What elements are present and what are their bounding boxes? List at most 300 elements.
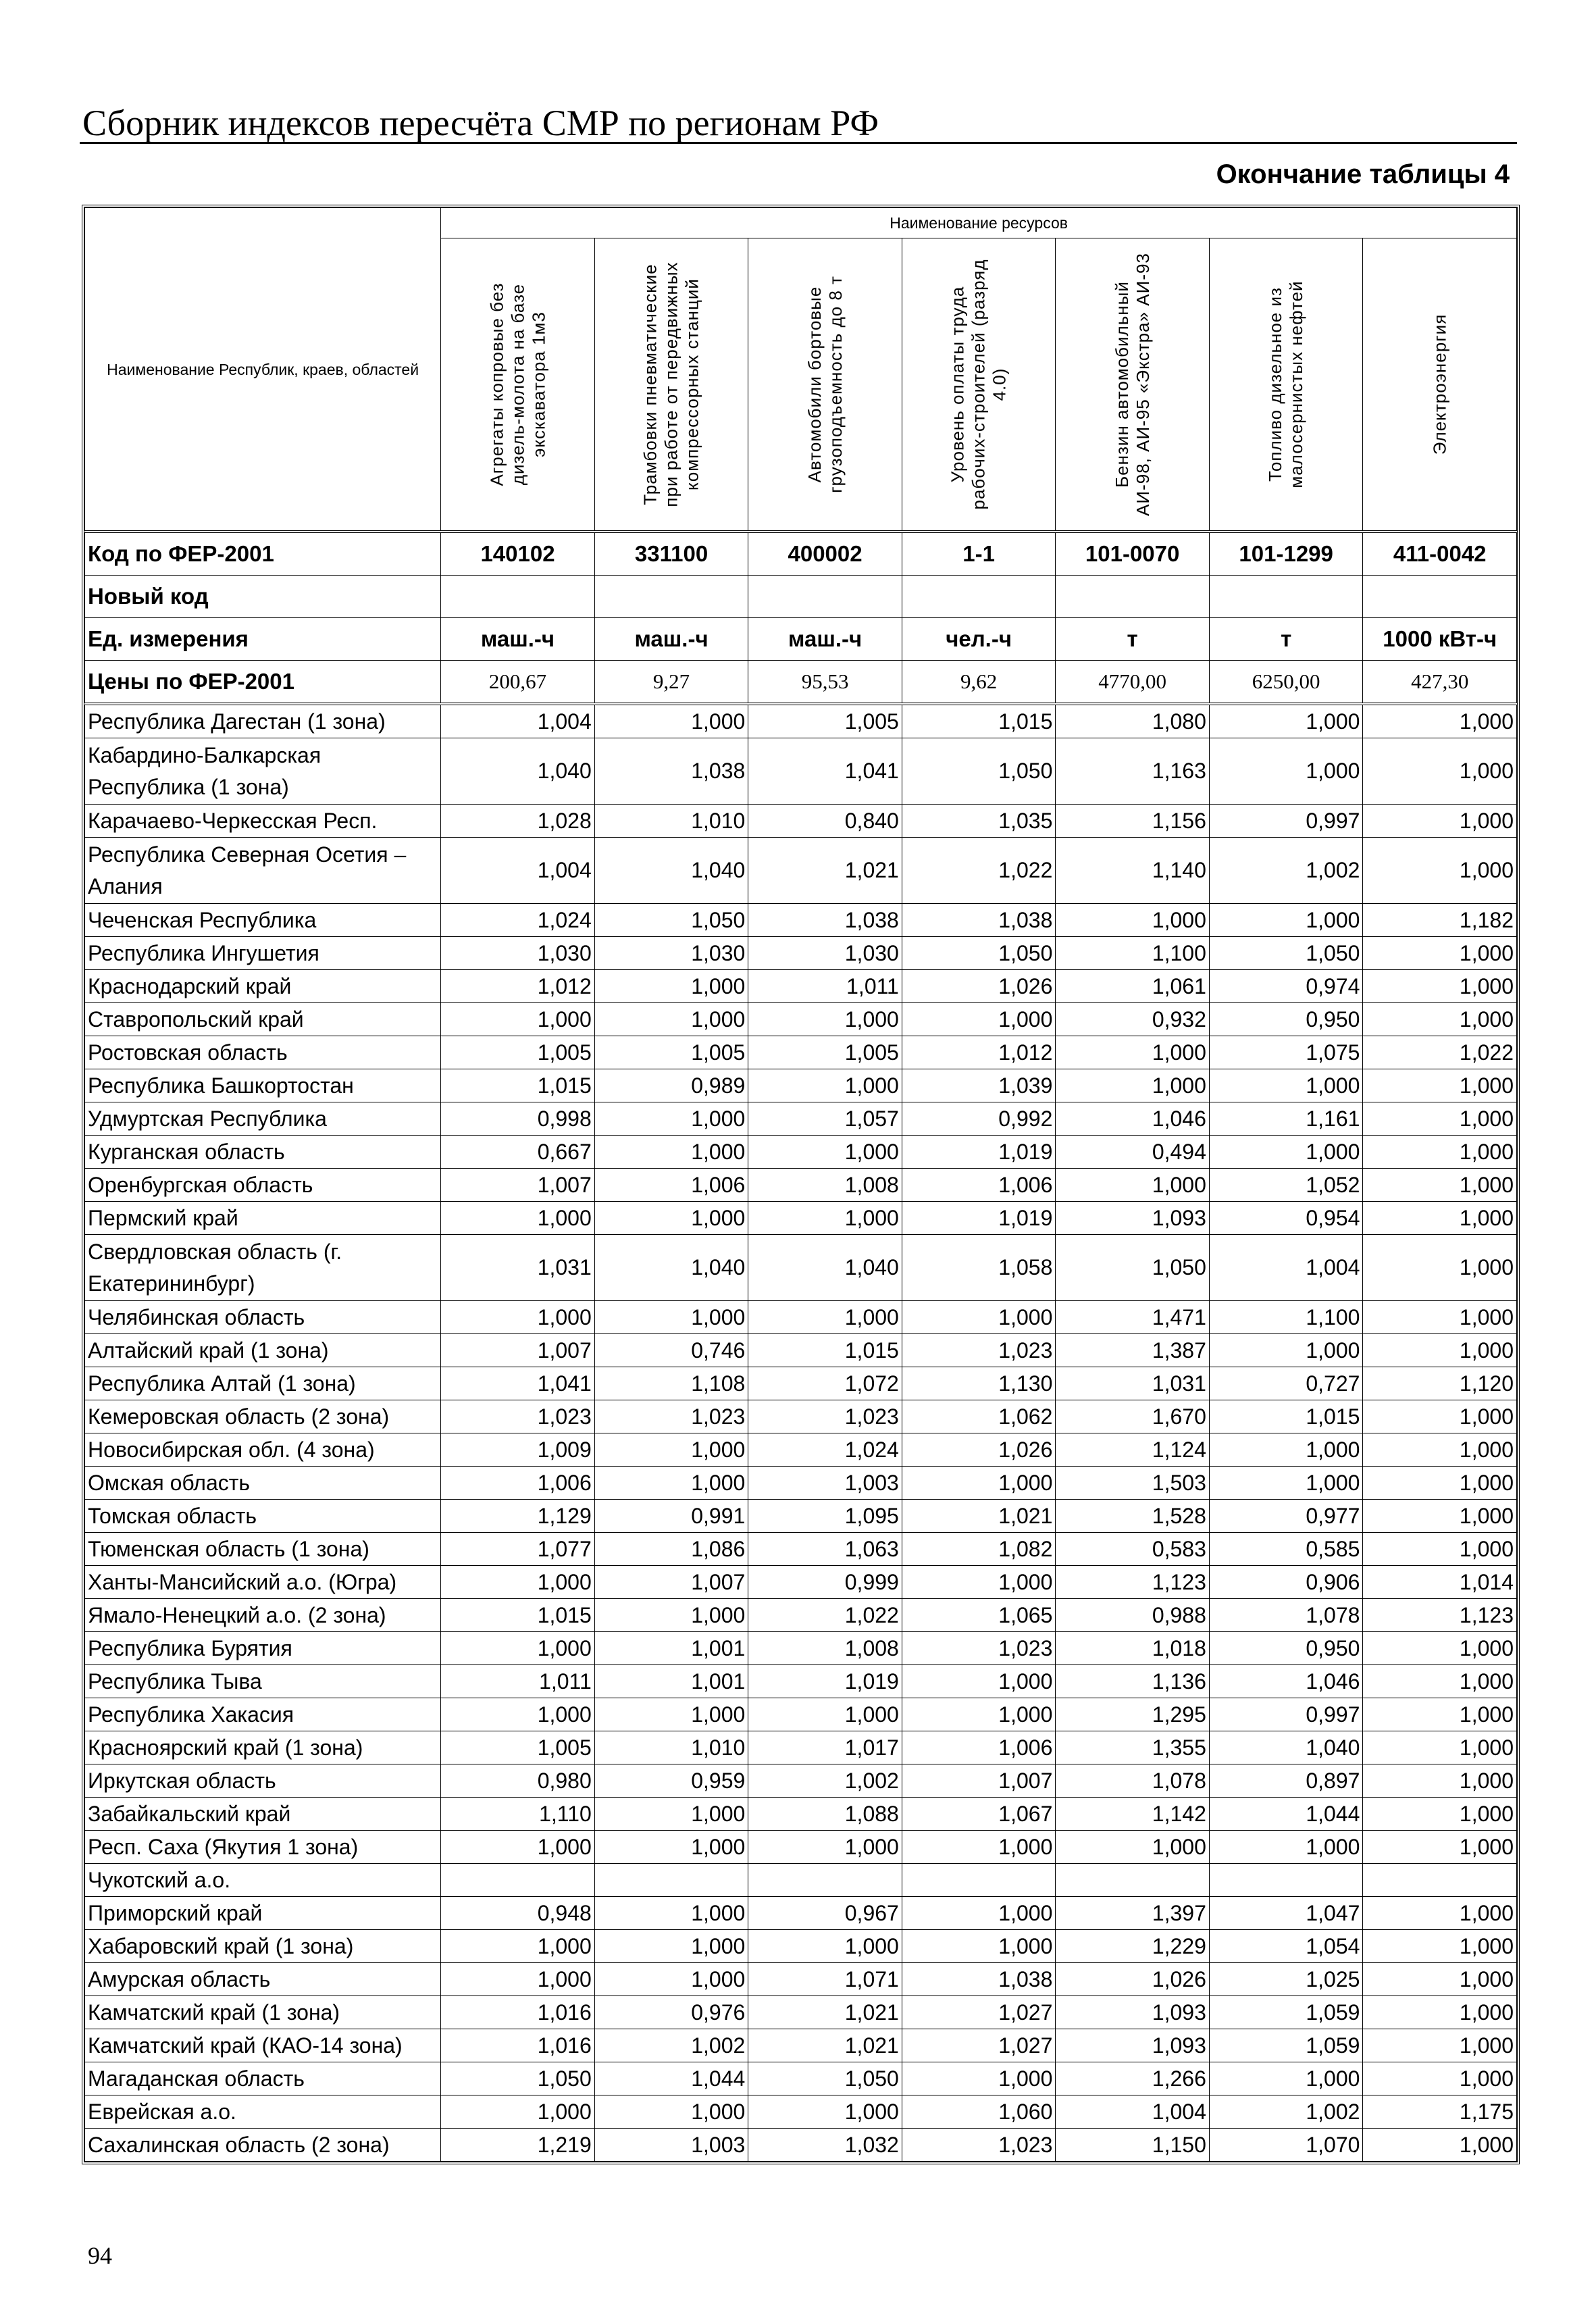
index-value: 1,005 [748, 704, 902, 738]
index-value: 1,054 [1209, 1930, 1363, 1963]
index-value: 1,000 [594, 1102, 748, 1136]
region-name: Республика Тыва [85, 1665, 441, 1698]
index-value: 0,997 [1209, 1698, 1363, 1731]
index-value: 0,667 [441, 1136, 595, 1169]
resource-header-label: Топливо дизельное из малосернистых нефтей [1265, 280, 1307, 488]
index-value: 0,998 [441, 1102, 595, 1136]
index-value: 1,015 [902, 704, 1056, 738]
index-value: 1,000 [594, 1003, 748, 1036]
index-value: 1,000 [748, 1069, 902, 1102]
resources-group-header: Наименование ресурсов [441, 208, 1517, 238]
index-value: 0,954 [1209, 1202, 1363, 1235]
index-value: 1,024 [748, 1433, 902, 1467]
index-value: 1,080 [1056, 704, 1210, 738]
index-value: 1,003 [748, 1467, 902, 1500]
index-value: 1,023 [748, 1400, 902, 1433]
index-value: 1,100 [1209, 1301, 1363, 1334]
index-value: 1,123 [1363, 1599, 1517, 1632]
index-value: 0,967 [748, 1897, 902, 1930]
index-value: 0,974 [1209, 970, 1363, 1003]
index-value: 1,000 [441, 2095, 595, 2129]
index-value: 1,088 [748, 1798, 902, 1831]
resource-header-label: Уровень оплаты труда рабочих-строителей (разряд 4.0) [947, 259, 1010, 510]
table-row [85, 1301, 1517, 1334]
index-value: 1,000 [748, 1301, 902, 1334]
table-caption: Окончание таблицы 4 [1216, 159, 1510, 189]
index-value: 0,997 [1209, 805, 1363, 838]
index-value: 1,030 [594, 937, 748, 970]
table-row [85, 1500, 1517, 1533]
page-number: 94 [88, 2242, 112, 2269]
index-value: 1,000 [902, 1003, 1056, 1036]
index-value: 1,027 [902, 1996, 1056, 2029]
table-row [85, 1930, 1517, 1963]
index-value [902, 1864, 1056, 1897]
index-value: 1,021 [902, 1500, 1056, 1533]
index-value: 1,000 [1363, 1963, 1517, 1996]
resource-header-7 [1363, 238, 1517, 532]
index-value: 1,063 [748, 1533, 902, 1566]
index-value: 0,976 [594, 1996, 748, 2029]
region-name: Оренбургская область [85, 1169, 441, 1202]
new-code-cell [594, 576, 748, 618]
table-row [85, 805, 1517, 838]
index-value: 0,980 [441, 1764, 595, 1798]
region-name: Челябинская область [85, 1301, 441, 1334]
table-row [85, 1202, 1517, 1235]
index-value: 1,000 [902, 1566, 1056, 1599]
index-value: 1,011 [748, 970, 902, 1003]
index-value: 1,009 [441, 1433, 595, 1467]
index-value: 1,000 [748, 1136, 902, 1169]
row-label: Ед. измерения [85, 618, 441, 661]
index-value: 1,000 [748, 1003, 902, 1036]
index-value: 1,031 [441, 1235, 595, 1301]
index-value: 1,000 [594, 1698, 748, 1731]
index-value: 1,078 [1056, 1764, 1210, 1798]
index-value: 1,000 [1209, 904, 1363, 937]
code-cell: 101-0070 [1056, 532, 1210, 576]
index-value: 0,897 [1209, 1764, 1363, 1798]
index-value: 1,044 [594, 2062, 748, 2095]
table-row [85, 2062, 1517, 2095]
fer-code-row [85, 532, 1517, 576]
table-row [85, 1632, 1517, 1665]
region-name: Респ. Саха (Якутия 1 зона) [85, 1831, 441, 1864]
index-value [1363, 1864, 1517, 1897]
index-value: 1,000 [441, 1301, 595, 1334]
table-row [85, 1599, 1517, 1632]
index-value: 0,977 [1209, 1500, 1363, 1533]
index-value: 1,004 [1209, 1235, 1363, 1301]
index-value: 1,086 [594, 1533, 748, 1566]
index-value: 1,071 [748, 1963, 902, 1996]
index-value: 1,038 [748, 904, 902, 937]
resource-header-4 [902, 238, 1056, 532]
unit-cell: т [1056, 618, 1210, 661]
region-name: Кабардино-Балкарская Республика (1 зона) [85, 738, 441, 805]
table-row [85, 1764, 1517, 1798]
index-value: 1,093 [1056, 1202, 1210, 1235]
index-value: 1,046 [1056, 1102, 1210, 1136]
index-value: 0,727 [1209, 1367, 1363, 1400]
index-value: 0,991 [594, 1500, 748, 1533]
index-value: 1,000 [594, 1798, 748, 1831]
price-cell: 200,67 [441, 661, 595, 705]
index-value: 1,015 [441, 1069, 595, 1102]
index-value: 1,015 [748, 1334, 902, 1367]
index-value: 1,110 [441, 1798, 595, 1831]
index-value: 1,026 [902, 1433, 1056, 1467]
index-value: 1,000 [1056, 904, 1210, 937]
index-value: 1,060 [902, 2095, 1056, 2129]
index-value: 1,041 [441, 1367, 595, 1400]
index-value: 1,010 [594, 1731, 748, 1764]
index-value: 1,011 [441, 1665, 595, 1698]
table-row [85, 1102, 1517, 1136]
index-value: 1,000 [1363, 1731, 1517, 1764]
index-value: 1,026 [1056, 1963, 1210, 1996]
index-value: 1,000 [1056, 1069, 1210, 1102]
region-name: Иркутская область [85, 1764, 441, 1798]
region-name: Магаданская область [85, 2062, 441, 2095]
running-title: Сборник индексов пересчёта СМР по регионам РФ [82, 103, 879, 143]
index-value: 1,000 [1363, 1930, 1517, 1963]
index-value: 1,004 [441, 838, 595, 904]
new-code-cell [1056, 576, 1210, 618]
index-value: 1,012 [902, 1036, 1056, 1069]
region-name: Омская область [85, 1467, 441, 1500]
index-value: 1,070 [1209, 2129, 1363, 2162]
index-value: 1,003 [594, 2129, 748, 2162]
resource-header-label: Агрегаты копровые без дизель-молота на базе экскаватора 1м3 [486, 282, 548, 486]
region-name: Республика Дагестан (1 зона) [85, 704, 441, 738]
index-value: 1,061 [1056, 970, 1210, 1003]
price-cell: 9,62 [902, 661, 1056, 705]
index-value: 1,040 [594, 1235, 748, 1301]
table-row [85, 738, 1517, 805]
index-value: 1,000 [748, 1698, 902, 1731]
index-value: 1,000 [441, 1963, 595, 1996]
index-value: 1,008 [748, 1169, 902, 1202]
index-value: 1,219 [441, 2129, 595, 2162]
index-value: 1,058 [902, 1235, 1056, 1301]
code-cell: 140102 [441, 532, 595, 576]
index-value: 0,999 [748, 1566, 902, 1599]
index-value: 1,000 [748, 2095, 902, 2129]
index-value: 1,000 [1363, 1831, 1517, 1864]
code-cell: 331100 [594, 532, 748, 576]
index-value: 1,038 [902, 904, 1056, 937]
index-value: 1,031 [1056, 1367, 1210, 1400]
unit-cell: маш.-ч [748, 618, 902, 661]
region-name: Сахалинская область (2 зона) [85, 2129, 441, 2162]
region-name: Чеченская Республика [85, 904, 441, 937]
index-table-frame [82, 205, 1520, 2164]
resource-header-2 [594, 238, 748, 532]
index-value: 0,950 [1209, 1003, 1363, 1036]
region-name: Ханты-Мансийский а.о. (Югра) [85, 1566, 441, 1599]
index-value: 0,992 [902, 1102, 1056, 1136]
index-value: 1,050 [594, 904, 748, 937]
index-value: 1,038 [902, 1963, 1056, 1996]
index-value: 1,000 [1209, 1136, 1363, 1169]
unit-cell: 1000 кВт-ч [1363, 618, 1517, 661]
index-value: 1,005 [748, 1036, 902, 1069]
index-value: 1,129 [441, 1500, 595, 1533]
index-value [1209, 1864, 1363, 1897]
index-value: 1,022 [748, 1599, 902, 1632]
region-name: Тюменская область (1 зона) [85, 1533, 441, 1566]
table-row [85, 1069, 1517, 1102]
index-value: 1,000 [1363, 2062, 1517, 2095]
row-label: Код по ФЕР-2001 [85, 532, 441, 576]
index-value: 1,000 [1363, 2129, 1517, 2162]
region-name: Ямало-Ненецкий а.о. (2 зона) [85, 1599, 441, 1632]
table-row [85, 1831, 1517, 1864]
index-value: 1,018 [1056, 1632, 1210, 1665]
table-row [85, 1996, 1517, 2029]
index-value: 1,022 [1363, 1036, 1517, 1069]
index-value: 0,583 [1056, 1533, 1210, 1566]
index-value: 1,000 [1363, 1400, 1517, 1433]
index-value: 1,002 [1209, 2095, 1363, 2129]
region-name: Кемеровская область (2 зона) [85, 1400, 441, 1433]
unit-row [85, 618, 1517, 661]
index-value: 1,004 [1056, 2095, 1210, 2129]
index-value: 1,052 [1209, 1169, 1363, 1202]
index-value: 0,585 [1209, 1533, 1363, 1566]
index-value: 1,093 [1056, 1996, 1210, 2029]
index-value: 1,163 [1056, 738, 1210, 805]
index-value: 1,387 [1056, 1334, 1210, 1367]
index-value: 1,000 [594, 2095, 748, 2129]
table-row [85, 1400, 1517, 1433]
index-value: 1,670 [1056, 1400, 1210, 1433]
code-cell: 101-1299 [1209, 532, 1363, 576]
table-row [85, 1169, 1517, 1202]
index-value: 1,007 [441, 1334, 595, 1367]
region-name: Томская область [85, 1500, 441, 1533]
price-cell: 95,53 [748, 661, 902, 705]
index-value: 1,000 [1363, 1069, 1517, 1102]
index-value: 1,019 [902, 1136, 1056, 1169]
index-value: 1,062 [902, 1400, 1056, 1433]
index-value: 1,150 [1056, 2129, 1210, 2162]
index-value: 1,000 [441, 1831, 595, 1864]
index-value: 1,019 [902, 1202, 1056, 1235]
index-value: 1,000 [1056, 1169, 1210, 1202]
index-value: 1,028 [441, 805, 595, 838]
region-name: Красноярский край (1 зона) [85, 1731, 441, 1764]
index-value: 1,503 [1056, 1467, 1210, 1500]
resource-header-3 [748, 238, 902, 532]
index-value: 1,161 [1209, 1102, 1363, 1136]
index-value: 1,130 [902, 1367, 1056, 1400]
new-code-cell [1209, 576, 1363, 618]
index-value: 1,072 [748, 1367, 902, 1400]
index-value: 1,047 [1209, 1897, 1363, 1930]
region-name: Чукотский а.о. [85, 1864, 441, 1897]
index-value: 1,059 [1209, 1996, 1363, 2029]
index-value: 1,022 [902, 838, 1056, 904]
index-value: 1,015 [1209, 1400, 1363, 1433]
index-value: 1,023 [902, 2129, 1056, 2162]
index-value: 1,000 [1056, 1831, 1210, 1864]
index-value: 1,050 [902, 738, 1056, 805]
region-name: Республика Северная Осетия – Алания [85, 838, 441, 904]
region-name: Приморский край [85, 1897, 441, 1930]
index-value: 1,000 [1363, 1897, 1517, 1930]
index-value: 1,182 [1363, 904, 1517, 937]
index-value: 1,057 [748, 1102, 902, 1136]
index-value: 1,000 [1363, 1169, 1517, 1202]
index-value: 1,000 [1363, 2029, 1517, 2062]
index-value: 1,025 [1209, 1963, 1363, 1996]
index-value: 1,032 [748, 2129, 902, 2162]
region-name: Республика Башкортостан [85, 1069, 441, 1102]
index-value: 1,000 [1209, 704, 1363, 738]
index-value: 1,021 [748, 838, 902, 904]
index-value: 0,906 [1209, 1566, 1363, 1599]
region-name: Удмуртская Республика [85, 1102, 441, 1136]
index-value: 1,000 [1363, 1235, 1517, 1301]
unit-cell: маш.-ч [594, 618, 748, 661]
table-row [85, 1731, 1517, 1764]
index-value: 1,000 [441, 1566, 595, 1599]
index-value: 1,000 [748, 1202, 902, 1235]
region-name: Хабаровский край (1 зона) [85, 1930, 441, 1963]
index-value: 1,000 [441, 1698, 595, 1731]
index-value: 1,124 [1056, 1433, 1210, 1467]
region-name: Амурская область [85, 1963, 441, 1996]
table-row [85, 1036, 1517, 1069]
region-name: Забайкальский край [85, 1798, 441, 1831]
price-cell: 427,30 [1363, 661, 1517, 705]
index-value: 1,002 [594, 2029, 748, 2062]
table-row [85, 704, 1517, 738]
table-row [85, 1136, 1517, 1169]
index-value: 1,050 [902, 937, 1056, 970]
index-value: 1,000 [1363, 1665, 1517, 1698]
region-name: Еврейская а.о. [85, 2095, 441, 2129]
table-row [85, 1698, 1517, 1731]
index-value: 1,000 [1363, 1500, 1517, 1533]
resource-header-5 [1056, 238, 1210, 532]
unit-cell: т [1209, 618, 1363, 661]
index-value: 1,006 [594, 1169, 748, 1202]
index-value: 1,050 [441, 2062, 595, 2095]
table-row [85, 937, 1517, 970]
index-value: 1,040 [1209, 1731, 1363, 1764]
code-cell: 411-0042 [1363, 532, 1517, 576]
index-value: 1,000 [441, 1202, 595, 1235]
price-cell: 4770,00 [1056, 661, 1210, 705]
index-value: 1,000 [594, 1301, 748, 1334]
index-value: 1,000 [902, 1665, 1056, 1698]
table-row [85, 1003, 1517, 1036]
region-name: Республика Бурятия [85, 1632, 441, 1665]
index-value: 1,000 [1363, 1102, 1517, 1136]
index-value: 1,000 [1363, 1632, 1517, 1665]
index-value: 1,000 [594, 1963, 748, 1996]
index-value: 1,027 [902, 2029, 1056, 2062]
table-row [85, 1433, 1517, 1467]
table-row [85, 2029, 1517, 2062]
index-value: 1,039 [902, 1069, 1056, 1102]
index-value: 1,000 [594, 1136, 748, 1169]
region-name: Ставропольский край [85, 1003, 441, 1036]
index-value: 1,065 [902, 1599, 1056, 1632]
table-row [85, 1897, 1517, 1930]
new-code-row [85, 576, 1517, 618]
index-value: 1,000 [1209, 2062, 1363, 2095]
index-value: 1,000 [902, 1897, 1056, 1930]
table-row [85, 838, 1517, 904]
index-value: 1,000 [1363, 1764, 1517, 1798]
index-value: 0,988 [1056, 1599, 1210, 1632]
index-value: 1,000 [594, 1433, 748, 1467]
index-value: 1,000 [1363, 1334, 1517, 1367]
index-value: 1,014 [1363, 1566, 1517, 1599]
index-value: 1,000 [748, 1930, 902, 1963]
resource-header-label: Бензин автомобильный АИ-98, АИ-95 «Экстра» АИ-93 [1111, 253, 1153, 516]
index-value: 1,000 [1209, 1831, 1363, 1864]
index-value: 1,067 [902, 1798, 1056, 1831]
index-value: 1,000 [1363, 1467, 1517, 1500]
resource-header-6 [1209, 238, 1363, 532]
index-value: 1,046 [1209, 1665, 1363, 1698]
index-value: 1,030 [748, 937, 902, 970]
index-value: 1,000 [1363, 704, 1517, 738]
region-name: Камчатский край (1 зона) [85, 1996, 441, 2029]
index-value: 1,528 [1056, 1500, 1210, 1533]
index-value: 1,038 [594, 738, 748, 805]
resource-header-label: Электроэнергия [1429, 313, 1450, 455]
index-value: 1,093 [1056, 2029, 1210, 2062]
resource-header-label: Трамбовки пневматические при работе от передвижных компрессорных станций [640, 261, 702, 507]
region-name: Новосибирская обл. (4 зона) [85, 1433, 441, 1467]
index-value: 1,001 [594, 1632, 748, 1665]
index-value [748, 1864, 902, 1897]
index-value: 1,041 [748, 738, 902, 805]
index-value: 1,000 [902, 1301, 1056, 1334]
index-value: 1,000 [902, 2062, 1056, 2095]
index-value: 1,000 [1363, 1996, 1517, 2029]
index-value: 1,024 [441, 904, 595, 937]
index-value: 1,000 [1363, 1003, 1517, 1036]
index-value: 0,932 [1056, 1003, 1210, 1036]
index-value: 1,006 [902, 1731, 1056, 1764]
unit-cell: маш.-ч [441, 618, 595, 661]
new-code-cell [1363, 576, 1517, 618]
index-value: 1,000 [441, 1632, 595, 1665]
index-value: 1,012 [441, 970, 595, 1003]
index-value: 1,000 [1209, 1334, 1363, 1367]
index-value: 1,010 [594, 805, 748, 838]
index-value: 1,035 [902, 805, 1056, 838]
index-value: 1,100 [1056, 937, 1210, 970]
table-row [85, 1798, 1517, 1831]
price-cell: 6250,00 [1209, 661, 1363, 705]
index-value: 0,959 [594, 1764, 748, 1798]
index-value: 1,017 [748, 1731, 902, 1764]
row-label: Новый код [85, 576, 441, 618]
index-value: 1,000 [441, 1003, 595, 1036]
index-value: 1,295 [1056, 1698, 1210, 1731]
index-value: 1,002 [1209, 838, 1363, 904]
table-row [85, 1864, 1517, 1897]
